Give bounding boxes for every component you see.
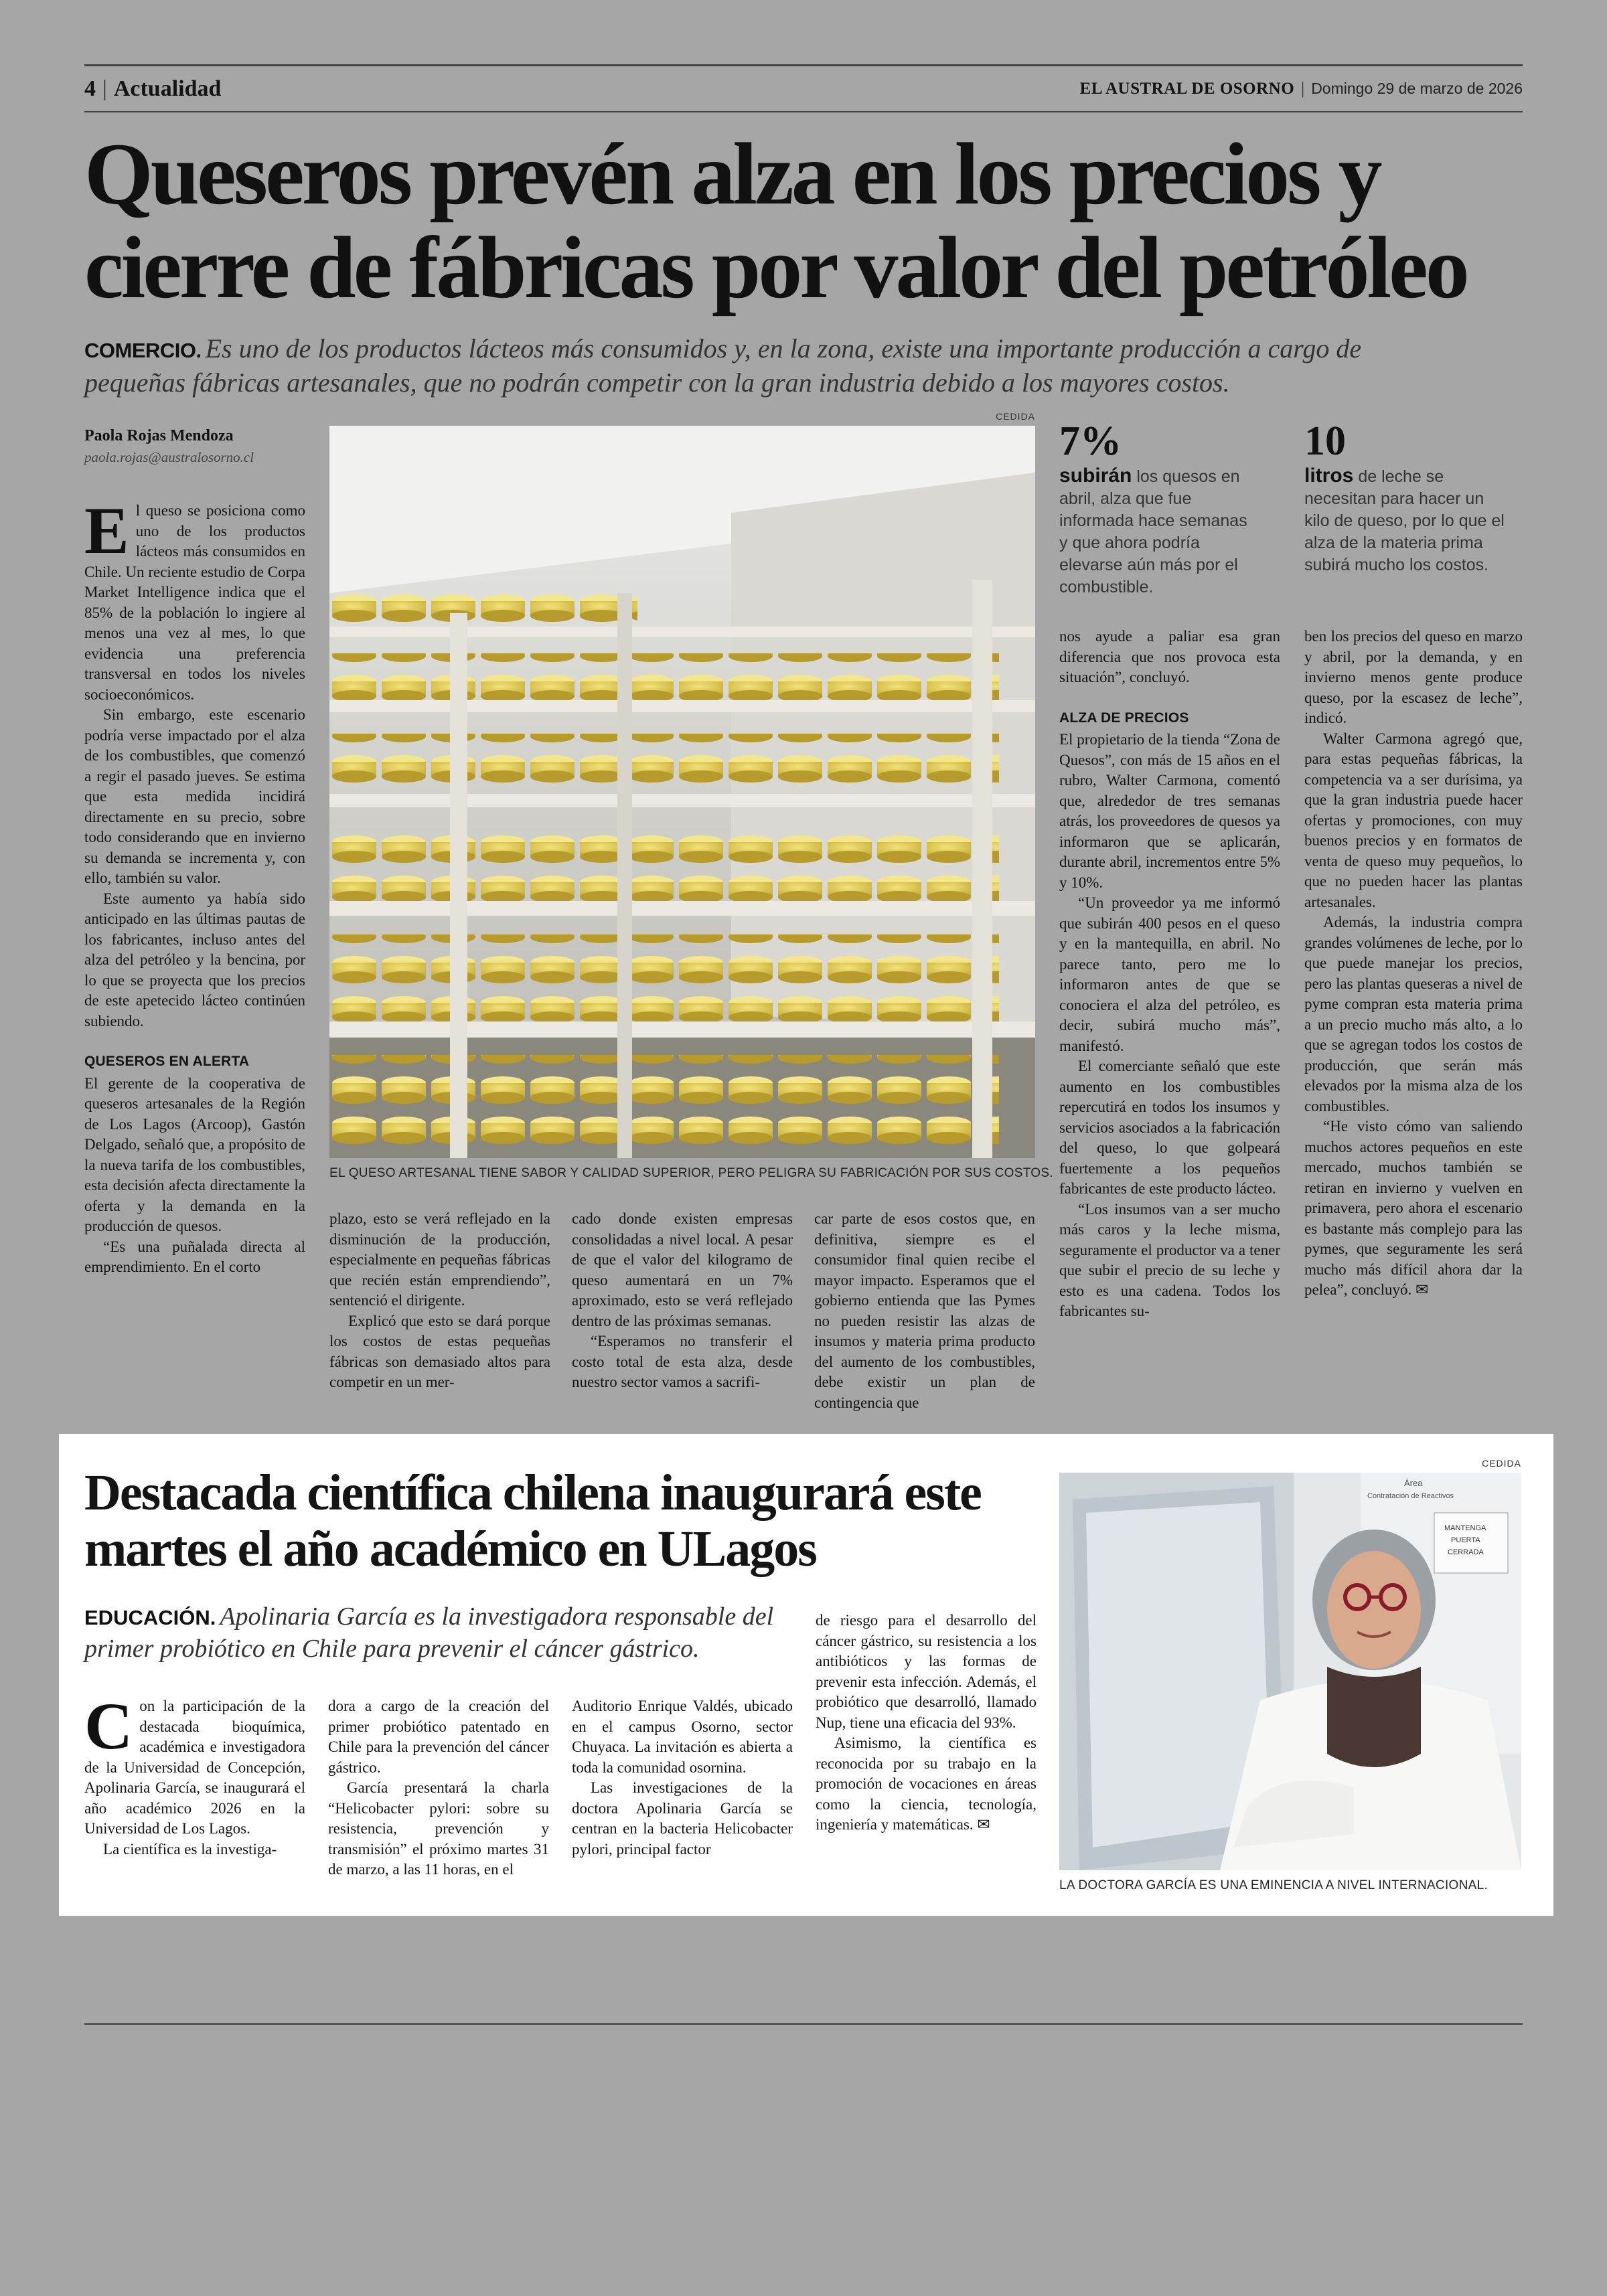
second-column-4 [816, 1611, 1037, 1904]
second-deck [84, 1601, 808, 1664]
paragraph: “He visto cómo van saliendo muchos actores pequeños en este mercado, muchos también se retiran en invierno y vuelven en primavera, pero ahora el escenario es bastante más complejo para las pymes, que seguramente les será mucho más difícil ahora dar la pelea”, concluyó. ✉ [1304, 1118, 1523, 1298]
second-column-1 [84, 1696, 305, 1904]
paragraph: “Esperamos no transferir el costo total de esta alza, desde nuestro sector vamos a sacrifi- [572, 1333, 793, 1390]
paragraph: Explicó que esto se dará porque los costos de estas pequeñas fábricas son demasiado altos para competir en un mer- [329, 1312, 550, 1390]
paragraph: La científica es la investiga- [103, 1840, 277, 1858]
folio-separator: | [102, 76, 107, 101]
main-column-6 [1304, 627, 1523, 1432]
folio-left [84, 76, 221, 102]
scientist-illustration [1059, 1473, 1521, 1870]
stat-text: litros de leche se necesitan para hacer un kilo de queso, por lo que el alza de la materia prima subirá mucho los costos. [1304, 465, 1505, 574]
main-column-1 [84, 501, 305, 1432]
paragraph: El gerente de la cooperativa de queseros artesanales de la Región de Los Lagos (Arcoop), Gastón Delgado, señaló que, a propósito de la nueva tarifa de los combustibles, esta decisión afecta directamente la oferta y la demanda en la producción de quesos. [84, 1074, 305, 1234]
page-number: 4 [84, 76, 96, 101]
second-column-2 [328, 1696, 549, 1904]
main-headline: Queseros prevén alza en los precios y cierre de fábricas por valor del petróleo [84, 125, 1467, 317]
paragraph: El propietario de la tienda “Zona de Quesos”, con más de 15 años en el rubro, Walter Carmona, comentó que, alrededor de tres semanas atrás, los proveedores de quesos ya informaron que se aplicarán, durante abril, incrementos entre 5% y 10%. [1059, 731, 1280, 891]
paragraph: Asimismo, la científica es reconocida por su trabajo en la promoción de vocaciones en áreas como la ciencia, tecnología, ingeniería y matemáticas. ✉ [816, 1734, 1037, 1833]
folio-right [1080, 80, 1523, 98]
paragraph: Auditorio Enrique Valdés, ubicado en el campus Osorno, sector Chuyaca. La invitación es abierta a toda la comunidad osornina. [572, 1698, 793, 1776]
paragraph: García presentará la charla “Helicobacter pylori: sobre su resistencia, prevención y transmisión” el próximo martes 31 de marzo, a las 11 horas, en el [328, 1779, 549, 1878]
second-column-3 [572, 1696, 793, 1904]
paragraph: Con la participación de la destacada bioquímica, académica e investigadora de la Universidad de Concepción, Apolinaria García, se inaugurará el año académico 2026 en la Universidad de Los Lagos. [84, 1696, 305, 1837]
paragraph: car parte de esos costos que, en definitiva, siempre es el consumidor final quien recibe el mayor impacto. Esperamos que el gobierno entienda que las Pymes no pueden resistir las alzas de insumos y materia prima producto del aumento de los combustibles, debe existir un plan de contingencia que [814, 1210, 1035, 1411]
newspaper-name: EL AUSTRAL DE OSORNO [1079, 79, 1295, 98]
stat-7-percent [1059, 418, 1260, 598]
cheese-shelves-photo [329, 426, 1035, 1158]
main-column-3 [572, 1209, 793, 1432]
issue-date: Domingo 29 de marzo de 2026 [1311, 80, 1523, 97]
sign-puerta: PUERTA [1451, 1536, 1480, 1544]
author-email[interactable]: paola.rojas@australosorno.cl [84, 449, 254, 465]
main-deck [84, 333, 1464, 399]
sign-area: Área [1404, 1478, 1423, 1488]
byline [84, 427, 312, 466]
stat-number: 10 [1304, 418, 1346, 464]
main-deck-text: Es uno de los productos lácteos más consumidos y, en la zona, existe una importante producción a cargo de pequeñas fábricas artesanales, que no podrán competir con la gran industria debido a los mayores costos. [84, 333, 1362, 398]
page-header [84, 64, 1523, 112]
subhead-queseros: QUESEROS EN ALERTA [84, 1054, 250, 1069]
second-kicker: EDUCACIÓN. [84, 1606, 216, 1629]
paragraph: “Los insumos van a ser mucho más caros y la leche misma, seguramente el productor va a tener que subir el precio de su leche y esto es una cadena. Todos los fabricantes su- [1059, 1200, 1280, 1319]
drop-cap: E [84, 501, 129, 568]
stat-number: 7% [1059, 418, 1122, 464]
main-kicker: COMERCIO. [84, 339, 202, 362]
sign-mantenga: MANTENGA [1444, 1524, 1486, 1532]
paragraph: El comerciante señaló que este aumento en los combustibles repercutirá en todos los insumos y servicios asociados a la fabricación del queso, lo que golpeará fuertemente a los pequeños fabricantes de este producto lácteo. [1059, 1058, 1280, 1197]
paragraph: Además, la industria compra grandes volúmenes de leche, por lo que puede manejar los precios, pero las plantas queseras a nivel de pyme compran esta materia prima a un precio mucho más alto, a lo que se agregan todos los costos de producción, que serán más elevados por la misma alza de los combustibles. [1304, 914, 1523, 1115]
cheese-shelves-illustration [329, 426, 1035, 1158]
paragraph: “Es una puñalada directa al emprendimiento. En el corto [84, 1238, 305, 1275]
paragraph: Las investigaciones de la doctora Apolinaria García se centran en la bacteria Helicobacter pylori, principal factor [572, 1779, 793, 1858]
paragraph: Walter Carmona agregó que, para estas pequeñas fábricas, la competencia va a ser durísima, ya que la gran industria puede hacer ofertas y promociones, con muy buenos precios y en formatos de venta de queso muy pequeños, lo que no pueden hacer las plantas artesanales. [1304, 730, 1523, 910]
paragraph: El queso se posiciona como uno de los productos lácteos más consumidos en Chile. Un reciente estudio de Corpa Market Intelligence indica que el 85% de la población lo ingiere al menos una vez al mes, lo que evidencia una preferencia transversal en todos los niveles socioeconómicos. [84, 501, 305, 703]
paragraph: Este aumento ya había sido anticipado en las últimas pautas de los fabricantes, incluso antes del alza del petróleo y la bencina, por lo que se proyecta que los precios de este apetecido lácteo continúen subiendo. [84, 890, 305, 1030]
author-name: Paola Rojas Mendoza [84, 427, 234, 444]
paragraph: Sin embargo, este escenario podría verse impactado por el alza de los combustibles, que comenzó a regir el pasado jueves. Se estima que esta medida incidirá directamente en su precio, sobre todo considerando que en invierno su demanda se incrementa y, con ello, también su valor. [84, 706, 305, 886]
main-column-4 [814, 1209, 1035, 1432]
photo-credit: CEDIDA [1482, 1458, 1521, 1469]
bottom-divider [84, 2023, 1523, 2025]
scientist-photo-caption: LA DOCTORA GARCÍA ES UNA EMINENCIA A NIVEL INTERNACIONAL. [1059, 1878, 1488, 1892]
stat-text: subirán los quesos en abril, alza que fue informada hace semanas y que ahora podría elevarse aún más por el combustible. [1059, 465, 1247, 596]
stat-10-litros [1304, 418, 1512, 576]
end-mark-icon: ✉ [977, 1816, 990, 1833]
drop-cap: C [84, 1696, 133, 1763]
paragraph: cado donde existen empresas consolidadas a nivel local. A pesar de que el valor del kilogramo de queso aumentará en un 7% aproximado, esto se verá reflejado dentro de las próximas semanas. [572, 1210, 793, 1329]
scientist-photo [1059, 1473, 1521, 1870]
paragraph: nos ayude a paliar esa gran diferencia que nos provoca esta situación”, concluyó. [1059, 628, 1280, 685]
main-column-2 [329, 1209, 550, 1432]
paragraph: ben los precios del queso en marzo y abril, por la demanda, y en invierno menos gente produce queso, por la escasez de leche”, indicó. [1304, 628, 1523, 726]
photo-caption: EL QUESO ARTESANAL TIENE SABOR Y CALIDAD SUPERIOR, PERO PELIGRA SU FABRICACIÓN POR SUS COSTOS. [329, 1166, 1053, 1180]
paragraph: plazo, esto se verá reflejado en la disminución de la producción, especialmente en pequeñas fábricas que recién están emprendiendo”, sentenció el dirigente. [329, 1210, 550, 1309]
section-name: Actualidad [113, 76, 222, 101]
end-mark-icon: ✉ [1415, 1281, 1429, 1298]
subhead-alza: ALZA DE PRECIOS [1059, 710, 1189, 726]
paragraph: dora a cargo de la creación del primer probiótico patentado en Chile para la prevención del cáncer gástrico. [328, 1698, 549, 1776]
second-deck-text: Apolinaria García es la investigadora responsable del primer probiótico en Chile para prevenir el cáncer gástrico. [84, 1603, 774, 1663]
folio-separator: | [1301, 79, 1305, 98]
sign-contratacion: Contratación de Reactivos [1367, 1492, 1454, 1500]
sign-cerrada: CERRADA [1448, 1548, 1484, 1556]
paragraph: “Un proveedor ya me informó que subirán 400 pesos en el queso y en la mantequilla, en abril. No parece tanto, pero me lo informaron antes de que se conociera el alza del petróleo, es decir, subirá mucho más”, manifestó. [1059, 894, 1280, 1054]
second-headline: Destacada científica chilena inaugurará este martes el año académico en ULagos [84, 1465, 981, 1577]
main-column-5 [1059, 627, 1280, 1432]
paragraph: de riesgo para el desarrollo del cáncer gástrico, su resistencia a los antibióticos y las formas de prevenir esta infección. Además, el probiótico que desarrolló, llamado Nup, tiene una eficacia del 93%. [816, 1612, 1037, 1731]
photo-credit: CEDIDA [996, 411, 1035, 422]
